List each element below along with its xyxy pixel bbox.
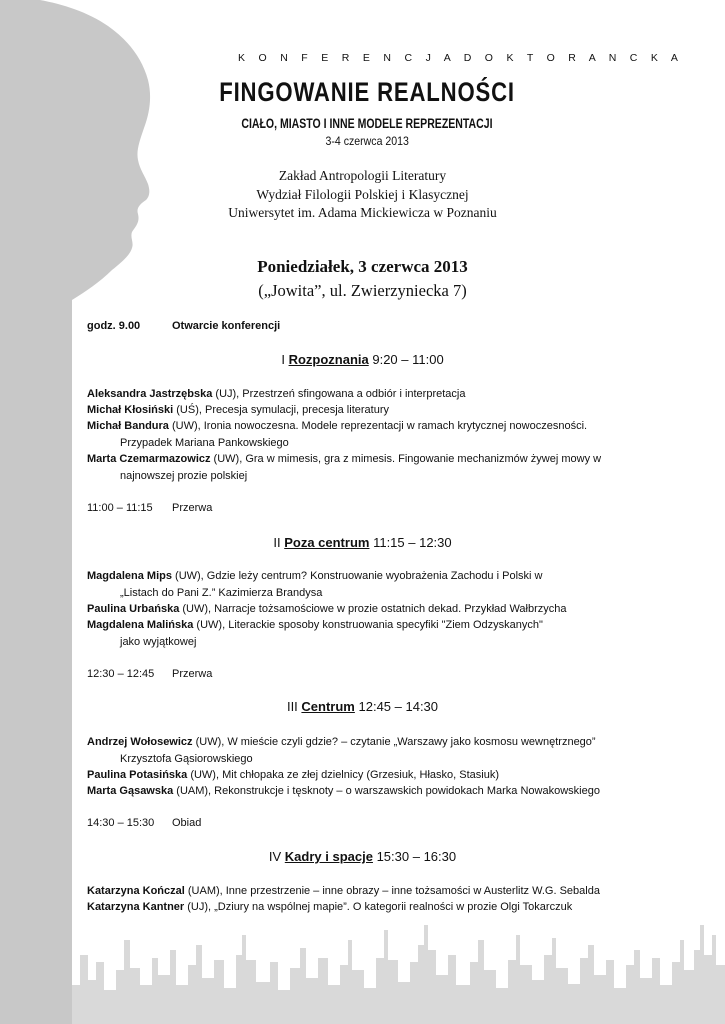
- break-time: 14:30 – 15:30: [87, 817, 155, 829]
- talk-item: [87, 402, 657, 419]
- break-label: Obiad: [172, 817, 202, 829]
- talk-title: (UAM), Rekonstrukcje i tęsknoty – o warszawskich powidokach Marka Nowakowskiego: [173, 785, 600, 797]
- speaker-name: Katarzyna Kończal: [87, 885, 185, 897]
- institution-line-1: Zakład Antropologii Literatury: [278, 168, 447, 183]
- talk-title: (UJ), Przestrzeń sfingowana a odbiór i interpretacja: [212, 388, 466, 400]
- session-number: IV: [268, 849, 282, 864]
- session-time: 9:20 – 11:00: [372, 352, 444, 367]
- break-label: Przerwa: [172, 502, 213, 514]
- conference-title: FINGOWANIE REALNOŚCI: [219, 77, 515, 107]
- speaker-name: Magdalena Mips: [87, 570, 172, 582]
- session-heading: [0, 849, 725, 864]
- talk-item: [87, 451, 657, 484]
- session-name: Centrum: [301, 699, 355, 714]
- talk-title: (UW), Mit chłopaka ze złej dzielnicy (Grzesiuk, Hłasko, Stasiuk): [187, 769, 500, 781]
- talk-title: (UŚ), Precesja symulacji, precesja literatury: [173, 404, 389, 416]
- session-name: Poza centrum: [284, 535, 370, 550]
- session-heading: [0, 535, 725, 550]
- session-time: 11:15 – 12:30: [373, 535, 452, 550]
- session-heading: [0, 699, 725, 714]
- conference-dates: 3-4 czerwca 2013: [325, 134, 409, 148]
- day-title: Poniedziałek, 3 czerwca 2013: [257, 257, 468, 276]
- speaker-name: Paulina Potasińska: [87, 769, 188, 781]
- talk-item: [87, 899, 657, 916]
- talk-title: (UJ), „Dziury na wspólnej mapie”. O kategorii realności w prozie Olgi Tokarczuk: [184, 901, 573, 913]
- speaker-name: Paulina Urbańska: [87, 603, 180, 615]
- talk-title: (UW), Narracje tożsamościowe w prozie ostatnich dekad. Przykład Wałbrzycha: [179, 603, 567, 615]
- institution-line-2: Wydział Filologii Polskiej i Klasycznej: [256, 187, 469, 202]
- institution-line-3: Uniwersytet im. Adama Mickiewicza w Poznaniu: [228, 205, 497, 220]
- session-time: 15:30 – 16:30: [376, 849, 457, 864]
- talk-title: (UAM), Inne przestrzenie – inne obrazy – inne tożsamości w Austerlitz W.G. Sebalda: [184, 885, 600, 897]
- talk-item: [87, 734, 643, 767]
- speaker-name: Marta Czemarmazowicz: [87, 453, 211, 465]
- talk-title: (UW), Ironia nowoczesna. Modele reprezentacji w ramach krytycznej nowoczesności.: [168, 420, 588, 432]
- speaker-name: Magdalena Malińska: [87, 619, 194, 631]
- talk-title-continued: „Listach do Pani Z.” Kazimierza Brandysa: [120, 586, 323, 599]
- session-number: I: [281, 352, 285, 367]
- talk-title-continued: Przypadek Mariana Pankowskiego: [120, 436, 289, 449]
- talk-title-continued: Krzysztofa Gąsiorowskiego: [120, 752, 253, 765]
- break-time: 12:30 – 12:45: [87, 668, 155, 680]
- opening-label: Otwarcie konferencji: [172, 320, 281, 332]
- talk-title: (UW), Literackie sposoby konstruowania specyfiki "Ziem Odzyskanych": [193, 619, 543, 631]
- talk-item: [87, 767, 657, 784]
- speaker-name: Aleksandra Jastrzębska: [87, 388, 213, 400]
- session-name: Kadry i spacje: [284, 849, 373, 864]
- talk-item: [87, 617, 639, 650]
- talk-title-continued: najnowszej prozie polskiej: [120, 469, 248, 482]
- session-number: II: [273, 535, 281, 550]
- talk-title: (UW), Gra w mimesis, gra z mimesis. Fingowanie mechanizmów żywej mowy w: [210, 453, 602, 465]
- talk-item: [87, 783, 657, 800]
- break-time: 11:00 – 11:15: [87, 502, 153, 514]
- talk-title: (UW), Gdzie leży centrum? Konstruowanie wyobrażenia Zachodu i Polski w: [171, 570, 543, 582]
- speaker-name: Michał Kłosiński: [87, 404, 174, 416]
- talk-item: [87, 568, 639, 601]
- talk-item: [87, 601, 657, 618]
- conference-kicker: K O N F E R E N C J A D O K T O R A N C K A: [238, 52, 684, 64]
- talk-title-continued: jako wyjątkowej: [120, 635, 197, 648]
- talk-item: [87, 883, 657, 900]
- talk-item: [87, 418, 657, 451]
- session-heading: [0, 352, 725, 367]
- talk-item: [87, 386, 657, 403]
- conference-subtitle: CIAŁO, MIASTO I INNE MODELE REPREZENTACJI: [241, 116, 493, 131]
- session-name: Rozpoznania: [288, 352, 369, 367]
- speaker-name: Katarzyna Kantner: [87, 901, 185, 913]
- speaker-name: Marta Gąsawska: [87, 785, 174, 797]
- opening-time: godz. 9.00: [87, 320, 141, 332]
- break-label: Przerwa: [172, 668, 213, 680]
- speaker-name: Andrzej Wołosewicz: [87, 736, 193, 748]
- talk-title: (UW), W mieście czyli gdzie? – czytanie „Warszawy jako kosmosu wewnętrznego”: [192, 736, 596, 748]
- speaker-name: Michał Bandura: [87, 420, 169, 432]
- venue: („Jowita”, ul. Zwierzyniecka 7): [258, 281, 467, 300]
- session-number: III: [286, 699, 298, 714]
- session-time: 12:45 – 14:30: [358, 699, 439, 714]
